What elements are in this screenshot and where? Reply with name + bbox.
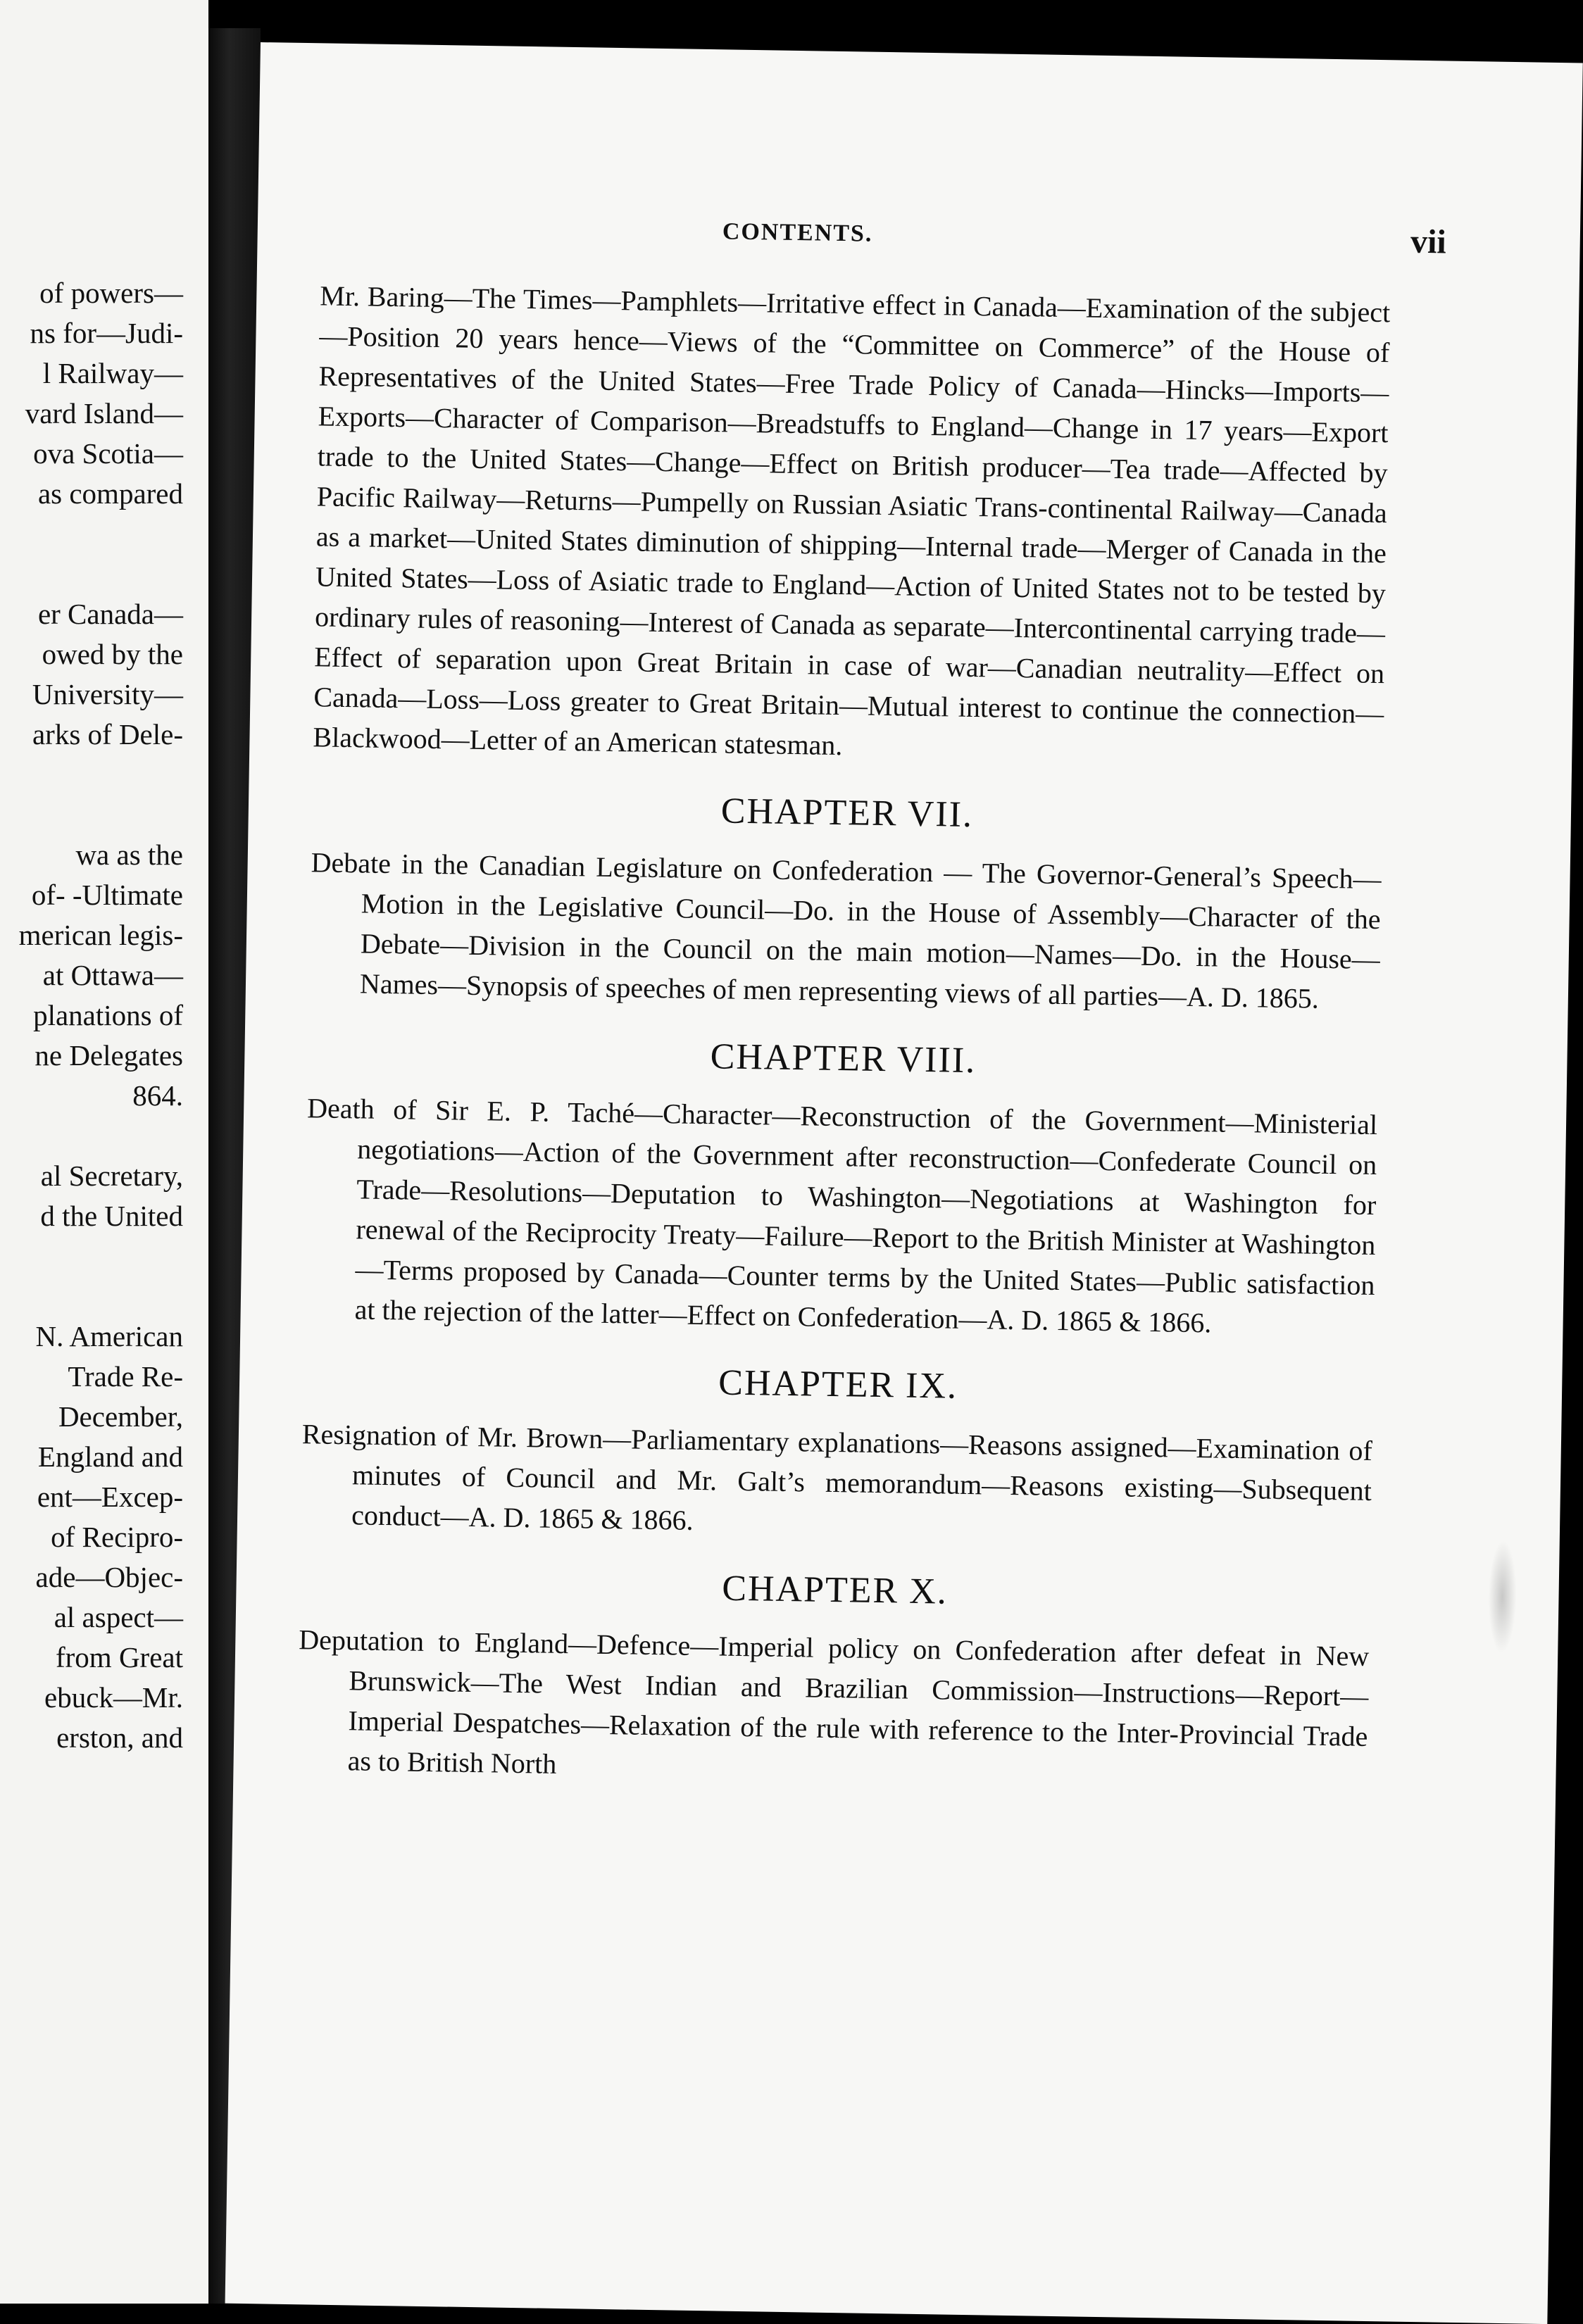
left-page-line: al aspect— — [54, 1601, 183, 1633]
page-stain — [1487, 1540, 1518, 1654]
chapter-heading-ix: CHAPTER IX. — [718, 1362, 958, 1407]
left-page-line: ebuck—Mr. — [44, 1681, 183, 1714]
left-page-line: ns for—Judi- — [30, 317, 183, 349]
left-page-line: al Secretary, — [40, 1160, 183, 1192]
left-page-line: merican legis- — [18, 919, 183, 951]
chapter-heading-vii: CHAPTER VII. — [720, 791, 974, 836]
left-page-line: wa as the — [75, 838, 183, 871]
left-page-line: from Great — [56, 1641, 183, 1673]
left-page-line: l Railway— — [42, 357, 183, 389]
left-page-line: as compared — [37, 477, 183, 510]
page-header — [257, 211, 1580, 274]
left-page-line: 864. — [132, 1079, 183, 1112]
contents-body — [296, 275, 1391, 1811]
left-page-line: of powers— — [39, 277, 183, 309]
left-page-line: December, — [58, 1400, 183, 1433]
left-page-line: vard Island— — [25, 397, 183, 429]
chapter-summary-ix: Resignation of Mr. Brown—Parliamentary explanations—Reasons assigned—Examination of minutes of Council and Mr. Galt’s memorandum—Reasons existing—Subsequent conduct—A. D. 1865 & 1866. — [301, 1418, 1373, 1536]
chapter-summary-viii: Death of Sir E. P. Taché—Character—Reconstruction of the Government—Ministerial negotiations—Action of the Government after reconstruction—Confederate Council on Trade—Resolutions—Deputation to Washington—Negotiations at Washington for renewal of the Reciprocity Treaty—Failure—Report to the British Minister at Washington—Terms proposed by Canada—Counter terms by the United States—Public satisfaction at the rejection of the latter—Effect on Confederation—A. D. 1865 & 1866. — [306, 1092, 1378, 1339]
running-head: CONTENTS. — [722, 218, 873, 247]
left-page-line: erston, and — [56, 1721, 183, 1754]
left-page-line: ade—Objec- — [35, 1561, 183, 1593]
left-page-line: N. American — [35, 1320, 183, 1352]
chapter-summary-vii: Debate in the Canadian Legislature on Confederation — The Governor-General’s Speech—Motion in the Legislative Council—Do. in the House of Assembly—Character of the Debate—Division in the Council on the main motion—Names—Do. in the House—Names—Synopsis of speeches of men representing views of all parties—A. D. 1865. — [311, 846, 1382, 1015]
left-page-line: Trade Re- — [68, 1360, 183, 1393]
chapter-heading-viii: CHAPTER VIII. — [710, 1036, 977, 1081]
left-page-line: ent—Excep- — [37, 1481, 183, 1513]
left-page-line: of- -Ultimate — [31, 879, 183, 911]
left-page-line: at Ottawa— — [42, 959, 183, 991]
left-page-line: er Canada— — [37, 598, 183, 630]
left-page-line: arks of Dele- — [32, 718, 183, 750]
chapter-summary-continued: Mr. Baring—The Times—Pamphlets—Irritative effect in Canada—Examination of the subject—Position 20 years hence—Views of the “Committee on Commerce” of the House of Representatives of the United States—Free Trade Policy of Canada—Hincks—Imports—Exports—Character of Comparison—Breadstuffs to England—Change in 17 years—Export trade to the United States—Change—Effect on British producer—Tea trade—Affected by Pacific Railway—Returns—Pumpelly on Russian Asiatic Trans-continental Railway—Canada as a market—United States diminution of shipping—Internal trade—Merger of Canada in the United States—Loss of Asiatic trade to England—Action of United States not to be tested by ordinary rules of reasoning—Interest of Canada as separate—Intercontinental carrying trade—Effect of separation upon Great Britain in case of war—Canadian neutrality—Effect on Canada—Loss—Loss greater to Great Britain—Mutual interest to continue the connection—Blackwood—Letter of an American statesman. — [313, 279, 1391, 762]
left-page-line: ne Delegates — [35, 1039, 183, 1072]
left-page-line: ova Scotia— — [33, 437, 183, 470]
left-page-line: planations of — [33, 999, 183, 1031]
left-page-fragment — [0, 0, 208, 2304]
page-number: vii — [1410, 222, 1447, 261]
left-page-line: England and — [37, 1440, 183, 1473]
chapter-heading-x: CHAPTER X. — [721, 1568, 949, 1612]
chapter-summary-x: Deputation to England—Defence—Imperial policy on Confederation after defeat in New Brunswick—The West Indian and Brazilian Commission—Instructions—Report—Imperial Despatches—Relaxation of the rule with reference to the Inter-Provincial Trade as to British North — [299, 1623, 1370, 1780]
left-page-line: d the United — [40, 1200, 183, 1232]
left-page-line: of Recipro- — [51, 1521, 183, 1553]
contents-page — [225, 42, 1583, 2324]
left-page-line: owed by the — [42, 638, 183, 670]
left-page-line: University— — [32, 678, 183, 710]
